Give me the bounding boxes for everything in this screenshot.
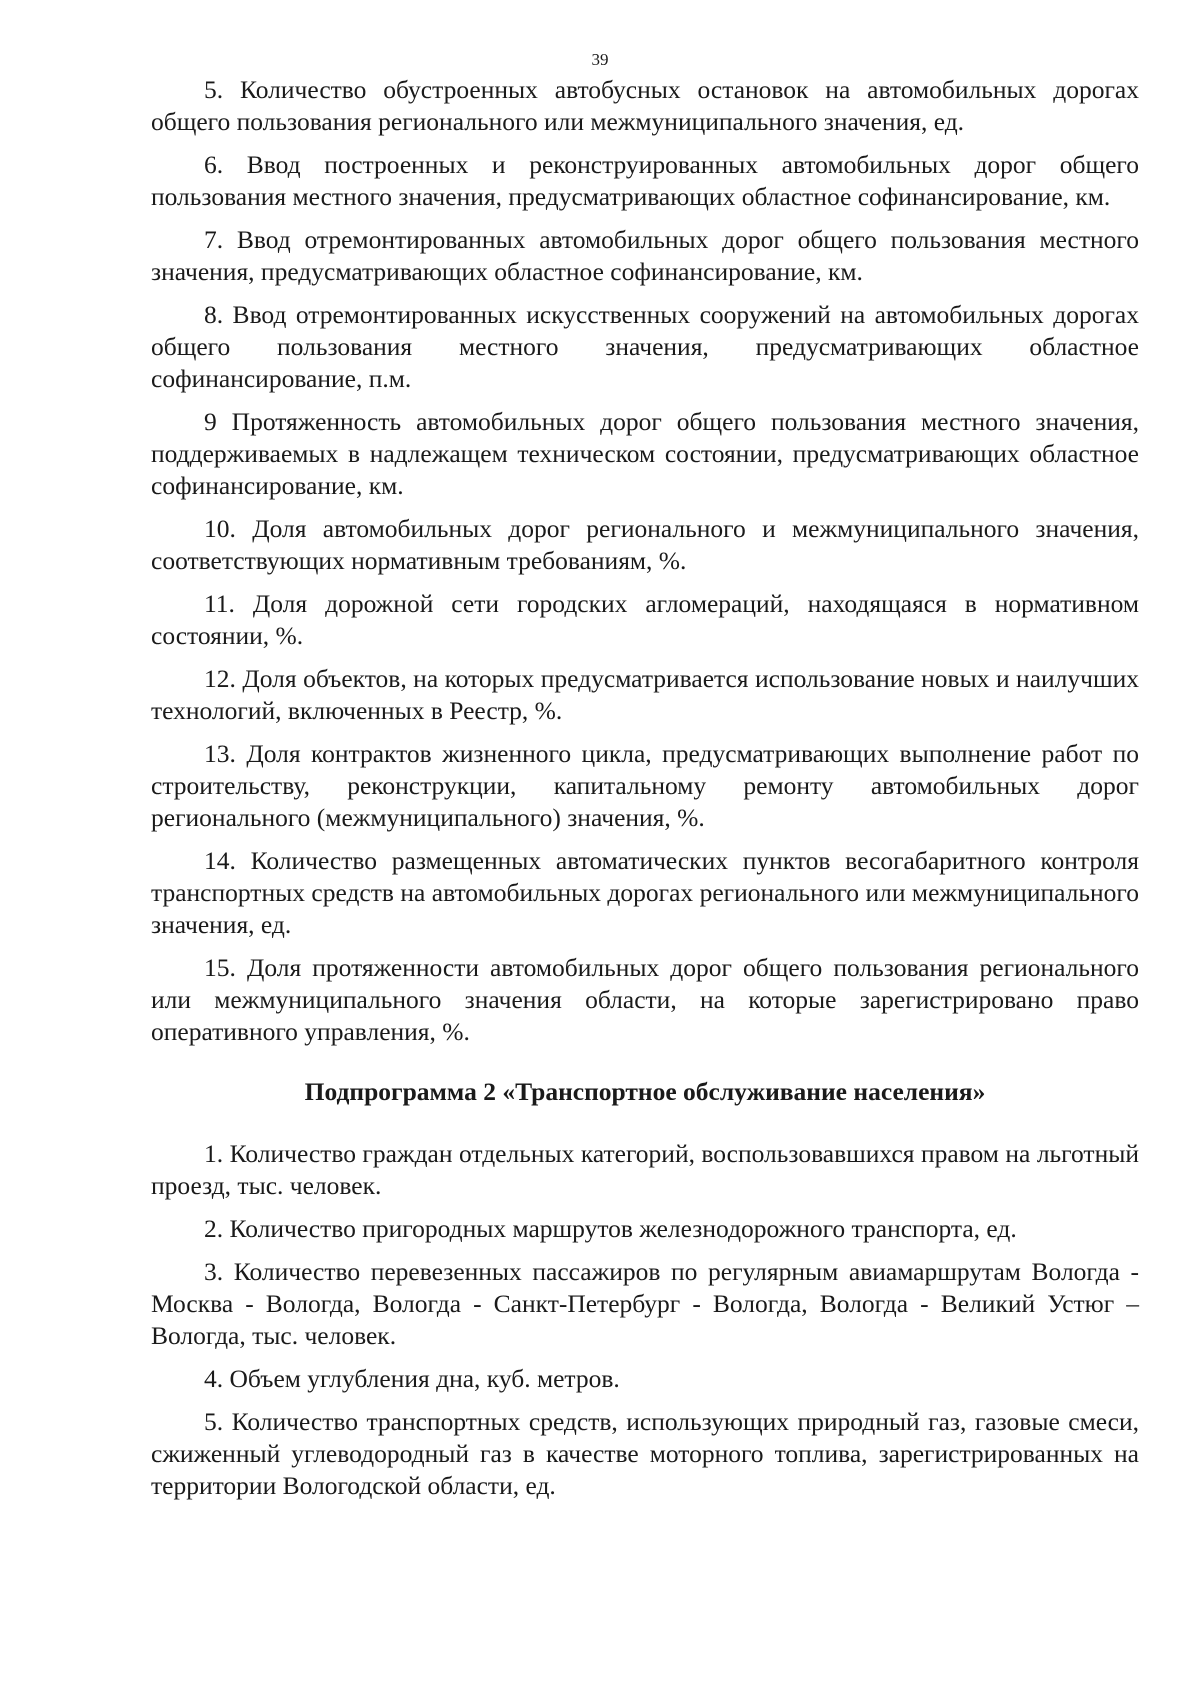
list-item: 6. Ввод построенных и реконструированных автомобильных дорог общего пользования местного значения, предусматривающих областное софинансирование, км. bbox=[151, 150, 1139, 211]
list-item: 8. Ввод отремонтированных искусственных сооружений на автомобильных дорогах общего пользования местного значения, предусматривающих областное софинансирование, п.м. bbox=[151, 300, 1139, 393]
page-number: 39 bbox=[591, 50, 609, 69]
document-body bbox=[151, 74, 1139, 1513]
list-item: 5. Количество обустроенных автобусных остановок на автомобильных дорогах общего пользования регионального или межмуниципального значения, ед. bbox=[151, 75, 1139, 136]
list-item: 14. Количество размещенных автоматических пунктов весогабаритного контроля транспортных средств на автомобильных дорогах регионального или межмуниципального значения, ед. bbox=[151, 846, 1139, 939]
list-item: 13. Доля контрактов жизненного цикла, предусматривающих выполнение работ по строительству, реконструкции, капитальному ремонту автомобильных дорог регионального (межмуниципального) значения, %. bbox=[151, 739, 1139, 832]
section-heading: Подпрограмма 2 «Транспортное обслуживание населения» bbox=[304, 1077, 986, 1106]
list-item: 7. Ввод отремонтированных автомобильных дорог общего пользования местного значения, предусматривающих областное софинансирование, км. bbox=[151, 225, 1139, 286]
list-item: 1. Количество граждан отдельных категорий, воспользовавшихся правом на льготный проезд, тыс. человек. bbox=[151, 1139, 1139, 1200]
list-item: 10. Доля автомобильных дорог регионального и межмуниципального значения, соответствующих нормативным требованиям, %. bbox=[151, 514, 1139, 575]
list-item: 11. Доля дорожной сети городских агломераций, находящаяся в нормативном состоянии, %. bbox=[151, 589, 1139, 650]
list-item: 12. Доля объектов, на которых предусматривается использование новых и наилучших технологий, включенных в Реестр, %. bbox=[151, 664, 1139, 725]
list-item: 9 Протяженность автомобильных дорог общего пользования местного значения, поддерживаемых в надлежащем техническом состоянии, предусматривающих областное софинансирование, км. bbox=[151, 407, 1139, 500]
list-item: 2. Количество пригородных маршрутов железнодорожного транспорта, ед. bbox=[204, 1214, 1017, 1243]
list-item: 3. Количество перевезенных пассажиров по регулярным авиамаршрутам Вологда - Москва - Вологда, Вологда - Санкт-Петербург - Вологда, Вологда - Великий Устюг – Вологда, тыс. человек. bbox=[151, 1257, 1139, 1350]
list-item: 5. Количество транспортных средств, использующих природный газ, газовые смеси, сжиженный углеводородный газ в качестве моторного топлива, зарегистрированных на территории Вологодской области, ед. bbox=[151, 1407, 1139, 1500]
list-item: 4. Объем углубления дна, куб. метров. bbox=[204, 1364, 620, 1393]
list-item: 15. Доля протяженности автомобильных дорог общего пользования регионального или межмуниципального значения области, на которые зарегистрировано право оперативного управления, %. bbox=[151, 953, 1139, 1046]
